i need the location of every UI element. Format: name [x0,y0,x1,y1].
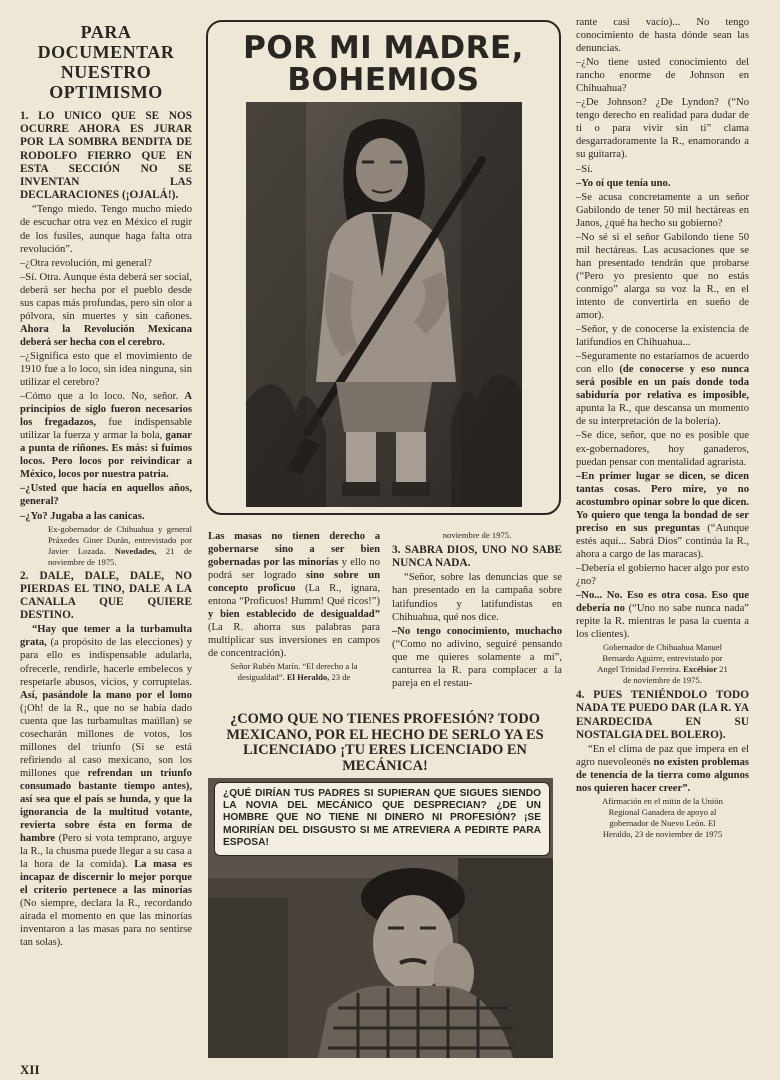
paragraph: –¿No tiene usted conocimiento del rancho enorme de Johnson en Chihuahua? [576,57,749,95]
bold-text: Ahora la Revolución Mexicana deberá ser hecha con el cerebro. [20,323,192,348]
text: y ello no podrá ser logrado [208,557,380,582]
paragraph [20,271,192,349]
paragraph: –¿De Johnson? ¿De Lyndon? (“No tengo derecho en realidad para dudar de ti o para vivir sin ti” clama desgarradoramente la R., enamorando a su guitarra). [576,97,749,161]
cartoon-headline: ¿COMO QUE NO TIENES PROFESIÓN? TODO MEXICANO, POR EL HECHO DE SERLO YA ES LICENCIADO ¡TU ERES LICENCIADO EN MECÁNICA! [226,711,544,774]
bold-text: no existen problemas de tenencia de la tierra como algunos nos quieren hacer creer”. [576,757,750,795]
bold-text: refrendan un triunfo consumado bastante tiempo antes), [20,767,192,792]
paragraph: –¿Otra revolución, mi general? [20,257,152,269]
source-citation: noviembre de 1975. [442,530,512,540]
text: –Cómo que a lo loco. No, señor. [20,391,185,403]
text: 21 de noviembre de 1975. [623,664,728,686]
paragraph [576,470,749,561]
paragraph: “Tengo miedo. Tengo mucho miedo de escuchar otra vez en México el rugir de los fusiles, aunque haga falta otra revolución”. [20,204,192,255]
section-1-heading: 1. LO UNICO QUE SE NOS OCURRE AHORA ES JURAR POR LA SOMBRA BENDITA DE RODOLFO FIERRO QUE EN ESTA SECCIÓN NO SE INVENTAN LAS DECLARACIONES (¡OJALÁ!). [20,110,192,202]
bold-text: Las masas no tienen derecho a gobernarse sino a ser bien gobernadas por las minorías [208,531,380,569]
text: (¡Oh! de la R., que no se había dado cuenta que las turbamultas maúllan) se cosecharán millones de votos, los millones del triunfo (Si se está refiriendo al caso mexicano, son los millones que [20,702,192,779]
text: Señor Rubén Marín. “El derecho a la desigualdad”. [230,661,358,683]
source-citation [226,661,362,683]
paragraph [208,530,380,660]
page-number: XII [20,1062,40,1077]
text: (La R., ignara, entona “Proficuos! Humm! Qué ricos!”) [208,583,380,608]
paragraph: –¿Significa esto que el movimiento de 1910 fue a lo loco, sin idea ninguna, sin utilizar el cerebro? [20,350,192,389]
paragraph: –No sé si el señor Gabilondo tiene 50 mil hectáreas. Las acusaciones que se han presentado tendrán que probarse (“Pero yo presiento que no estás conmigo” alarga su voz la R., en el intento de convertirla en sueño de amor). [576,231,749,322]
text: (No siempre, declara la R., recordando airada el momento en que las minorías inventaron a las masas para no sentirse tan solas). [20,898,192,949]
text: Gobernador de Chihuahua Manuel Bernardo Aguirre, entrevistado por Angel Trinidad Ferreira. [597,642,723,675]
paragraph [392,625,562,690]
bold-text: La masa es incapaz de discernir lo mejor porque el criterio pertenece a las minorías [20,859,192,897]
column-2 [208,530,380,686]
text: (“Uno no sabe nunca nada” repite la R. mientras le pasa la cuenta a los clientes). [576,603,749,641]
text: fue indispensable utilizar la fuerza y armar la bola, [20,417,192,442]
paragraph: –Se dice, señor, que no es posible que ex-gobernadores, hoy ganaderos, puedan pensar con mentalidad agrarista. [576,430,749,468]
source-citation [594,642,731,686]
section-4-heading: 4. PUES TENIÉNDOLO TODO NADA TE PUEDO DAR (LA R. YA ENARDECIDA EN SU NOSTALGIA DEL BOLERO). [576,689,749,741]
bold-text: sino sobre un concepto proficuo [208,570,381,595]
column-1 [20,108,192,951]
column-4 [576,16,749,843]
text: 21 de noviembre de 1975. [48,545,192,567]
bold-text: –No... No. Eso es otra cosa. Eso que debería no [576,590,749,615]
text: –Sí. Otra. Aunque ésta deberá ser social, deberá ser hecha por el pueblo desde sus capas más profundas, pero sin olor a pólvora, sin muertes y sin cañones. [20,271,192,322]
source-citation: Afirmación en el mitin de la Unión Regional Ganadera de apoyo al gobernador de Nuevo León. El Heraldo, 23 de noviembre de 1975 [602,796,723,840]
text: (“Aunque estés aquí... Sabrá Dios” continúa la R., ahora a cargo de las maracas). [576,522,750,560]
text: (“Como no adivino, seguiré pensando que me quieres solamente a mí”, canturrea la R. para complacer a la pareja en el restau- [392,638,562,689]
bold-text: Así, pasándole la mano por el lomo [20,689,192,701]
paragraph: rante casi vacío)... No tengo conocimiento de hasta dónde sean las denuncias. [576,17,749,55]
speech-bubble: ¿QUÉ DIRÍAN TUS PADRES SI SUPIERAN QUE SIGUES SIENDO LA NOVIA DEL MECÁNICO QUE DESPRECIAN? ¿DE UN HOMBRE QUE NO TIENE NI DINERO NI PROFESIÓN? ¡SE MORIRÍAN DEL DISGUSTO SI ME ATREVIERA A PEDIRTE PARA ESPOSA! [214,782,550,856]
text: –Seguramente no estaríamos de acuerdo con ello [576,351,749,376]
text: “En el clima de paz que impera en el agro nuevoleonés [576,744,749,769]
paragraph [576,743,749,795]
section-2-heading: 2. DALE, DALE, DALE, NO PIERDAS EL TINO, DALE A LA CANALLA QUE QUIERE DESTINO. [20,569,192,622]
bold-text: y bien establecido de desigualdad” [208,609,380,621]
paragraph [20,623,192,949]
section-3-heading: 3. SABRA DIOS, UNO NO SABE NUNCA NADA. [392,544,562,570]
bold-text: Excélsior [683,664,718,675]
paragraph: –Yo oí que tenía uno. [576,177,671,189]
box-title: POR MI MADRE, BOHEMIOS [243,30,524,98]
paragraph [20,390,192,481]
bold-text: –No tengo conocimiento, muchacho [392,625,562,637]
text: 23 de [329,672,351,683]
text: (La R. ahorra sus palabras para multiplicar sus inversiones en campos de concentración). [208,622,380,660]
bold-text: A principios de siglo fueron necesarios los fregadazos, [20,391,192,429]
bold-text: así sea que el país se hunda, y que la ignorancia de la multitud votante, revierta sobre ésta en forma de hambre [20,793,192,845]
paragraph: –¿Usted que hacía en aquellos años, general? [20,483,192,508]
feature-box [206,20,561,515]
source-citation [48,524,192,568]
bold-text: ganar a punta de riñones. Es más: si fuimos locos. Pero locos por reivindicar a México, locos por nuestra patria. [20,430,192,481]
paragraph: –Señor, y de conocerse la existencia de latifundios en Chihuahua... [576,324,749,349]
paragraph: –Se acusa concretamente a un señor Gabilondo de tener 50 mil hectáreas en Janos, ¿qué ha hecho su gobierno? [576,191,749,229]
paragraph: –Sí. [576,163,593,175]
paragraph [576,350,749,428]
paragraph [576,589,749,641]
bold-text: Novedades, [114,545,157,556]
bold-text: (de conocerse y eso nunca será posible en un país donde toda sabiduría por relativa es imposible, [576,364,749,402]
paragraph: –Debería el gobierno hacer algo por esto ¿no? [576,562,749,587]
paragraph: –¿Yo? Jugaba a las canicas. [20,510,145,522]
column-3 [392,530,562,691]
text: (a propósito de las elecciones) y para ello es indispensable adularla, ofrecerle, rendirle, hacerle embelecos y respetarle abusos, vicios, y corruptelas. [20,637,192,688]
section-heading: PARA DOCUMENTAR NUESTRO OPTIMISMO [37,22,175,102]
portrait-photo [246,102,522,507]
bold-text: –En primer lugar se dicen, se dicen tantas cosas. Pero mire, yo no acostumbro opinar sobre lo que dicen. Yo quiero que tenga la bondad de ser preciso en sus preguntas [576,470,749,534]
bold-text: El Heraldo, [286,672,330,683]
paragraph: “Señor, sobre las denuncias que se han presentado en la campaña sobre latifundios y latifundistas en Chihuahua, qué nos dice. [392,572,562,623]
text: (Pero si vota temprano, arguye la R., la chusma puede llegar a su casa a la hora de la comida). [20,833,192,871]
text: apunta la R., que descansa un momento de su interpretación de la bolería). [576,403,749,428]
text: Ex-gobernador de Chihuahua y general Práxedes Giner Durán, entrevistado por Javier Lozada. [48,523,192,556]
bold-text: “Hay que temer a la turbamulta grata, [20,624,192,649]
